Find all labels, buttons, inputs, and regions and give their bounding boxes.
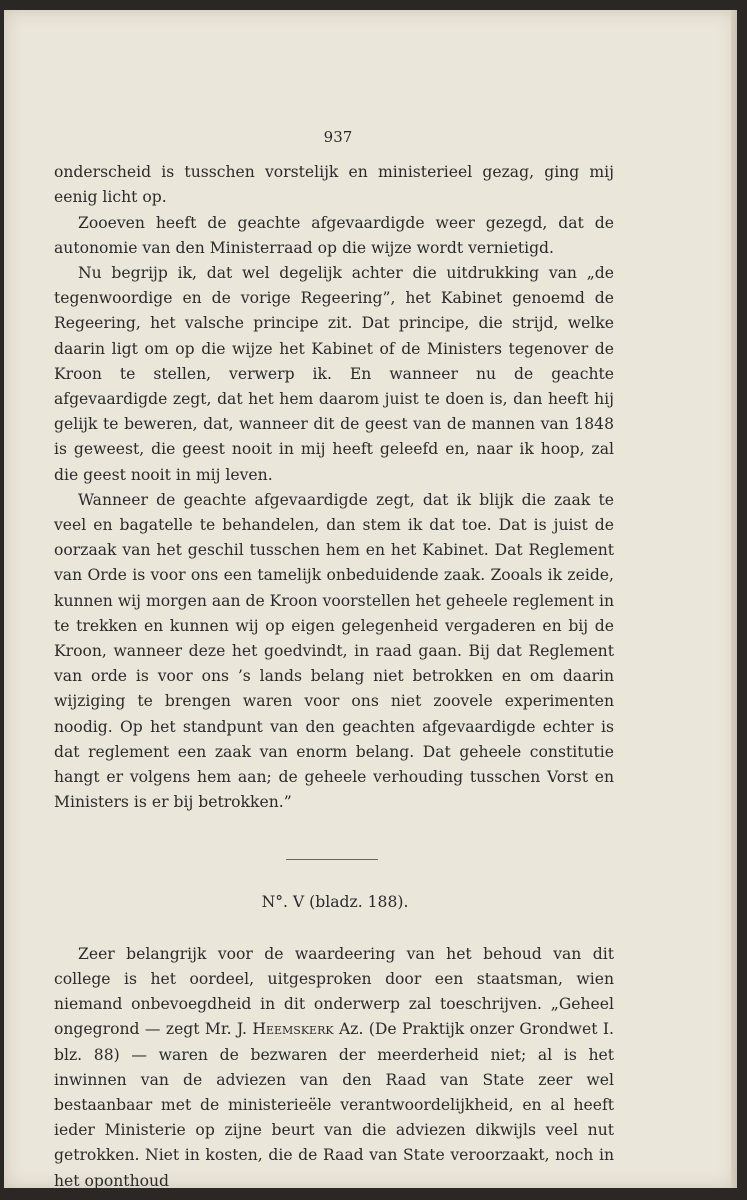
paragraph-3: Nu begrijp ik, dat wel degelijk achter die uitdrukking van „de tegenwoordige en de vorige Regeering”, het Kabinet genoemd de Regeering, het valsche principe zit. Dat principe, die strijd, welke daarin ligt om op die wijze het Kabinet of de Ministers tegenover de Kroon te stellen, verwerp ik. En wanneer nu de geachte afgevaardigde zegt, dat het hem daarom juist te doen is, dan heeft hij gelijk te beweren, dat, wanneer dit de geest van de mannen van 1848 is geweest, die geest nooit in mij heeft geleefd en, naar ik hoop, zal die geest nooit in mij leven. [54,264,614,484]
paragraph-1: onderscheid is tusschen vorstelijk en ministerieel gezag, ging mij eenig licht op. [54,163,614,207]
page-number: 937 [323,128,353,146]
appendix-text-after: Az. (De Praktijk onzer Grondwet I. blz. 88) — waren de bezwaren der meerderheid niet; al is het inwinnen van de adviezen van den Raad van State zeer wel bestaanbaar met de ministerieële verantwoordelijkheid, en al heeft ieder Ministerie op zijne beurt van die adviezen dikwijls veel nut getrokken. Niet in kosten, die de Raad van State veroorzaakt, noch in het oponthoud [54,1020,614,1190]
appendix-title: N°. V (bladz. 188). [261,893,409,912]
paragraph-4: Wanneer de geachte afgevaardigde zegt, dat ik blijk die zaak te veel en bagatelle te behandelen, dan stem ik dat toe. Dat is juist de oorzaak van het geschil tusschen hem en het Kabinet. Dat Reglement van Orde is voor ons een tamelijk onbeduidende zaak. Zooals ik zeide, kunnen wij morgen aan de Kroon voorstellen het geheele reglement in te trekken en kunnen wij op eigen gelegenheid vergaderen en bij de Kroon, wanneer deze het goedvindt, in raad gaan. Bij dat Reglement van orde is voor ons ’s lands belang niet betrokken en om daarin wijziging te brengen waren voor ons niet zoovele experimenten noodig. Op het standpunt van den geachten afgevaardigde echter is dat reglement een zaak van enorm belang. Dat geheele constitutie hangt er volgens hem aan; de geheele verhouding tusschen Vorst en Ministers is er bij betrokken.” [54,490,614,812]
book-page [4,10,737,1188]
paragraph-2: Zooeven heeft de geachte afgevaardigde weer gezegd, dat de autonomie van den Ministerraad op die wijze wordt vernietigd. [54,213,614,257]
page-edge [731,10,737,1188]
section-divider [286,859,378,860]
page-content [54,125,614,1194]
appendix-text-before: Zeer belangrijk voor de waardeering van het behoud van dit college is het oordeel, uitgesproken door een staatsman, wien niemand onbevoegdheid in dit onderwerp zal toeschrijven. „Geheel ongegrond — zegt Mr. J. [54,944,614,1039]
appendix-paragraph [54,942,614,1194]
author-name: Heemskerk [252,1020,334,1039]
